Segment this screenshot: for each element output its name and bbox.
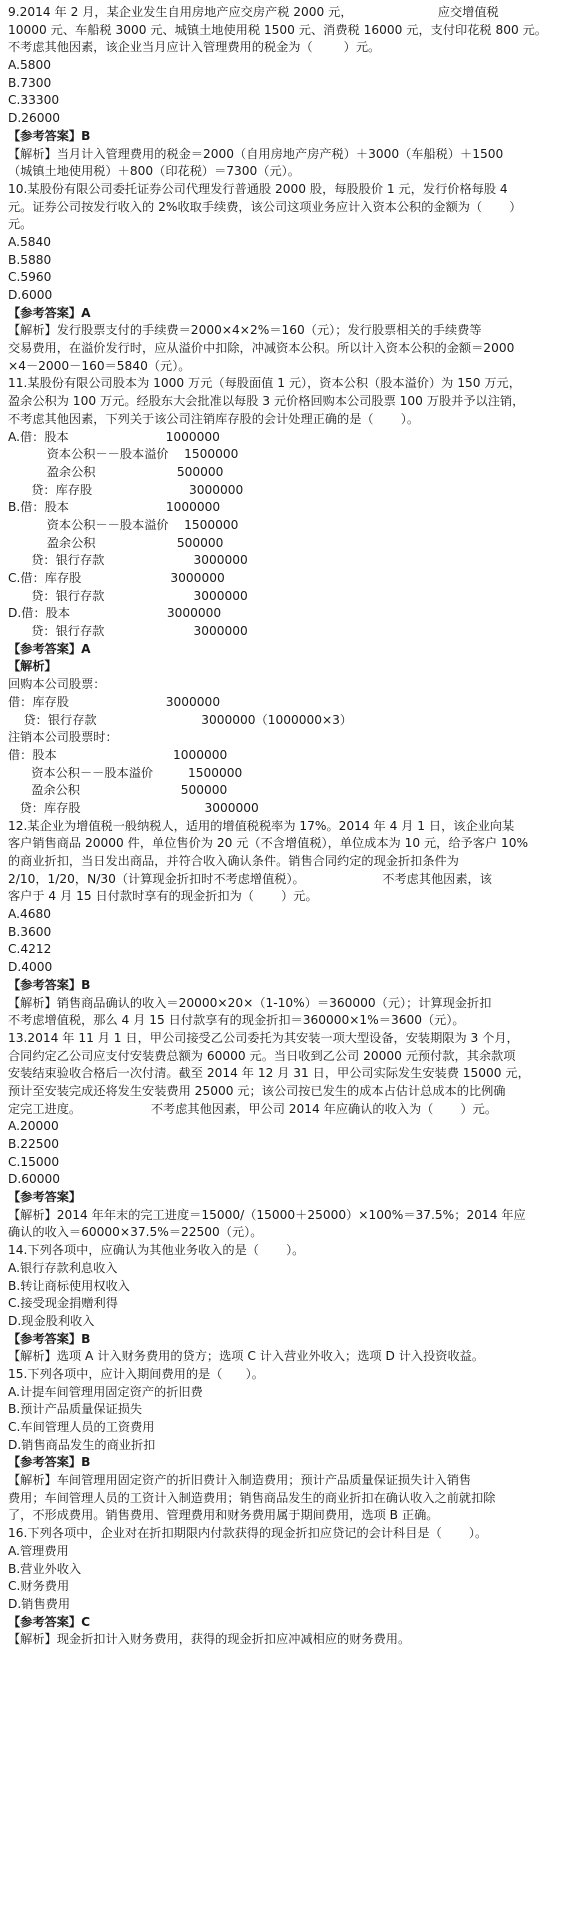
text-line: B.预计产品质量保证损失	[8, 1402, 143, 1417]
text-line: 资本公积－－股本溢价 1500000	[8, 765, 243, 780]
text-line: 【解析】当月计入管理费用的税金＝2000（自用房地产房产税）＋3000（车船税）＋1500	[8, 146, 504, 161]
text-line: B.营业外收入	[8, 1561, 82, 1576]
text-line: D.4000	[8, 960, 53, 975]
text-line: 12.某企业为增值税一般纳税人，适用的增值税税率为 17%。2014 年 4 月 1 日，该企业向某	[8, 818, 515, 833]
text-line: 合同约定乙公司应支付安装费总额为 60000 元。当日收到乙公司 20000 元预付款，其余款项	[8, 1048, 516, 1063]
text-line: 元。证券公司按发行收入的 2%收取手续费，该公司这项业务应计入资本公积的金额为（ ）	[8, 199, 522, 214]
answer-heading: 【参考答案】A	[8, 641, 91, 656]
answer-heading: 【参考答案】A	[8, 305, 91, 320]
text-line: 盈余公积 500000	[8, 464, 224, 479]
text-line: 资本公积－－股本溢价 1500000	[8, 447, 239, 462]
text-line: 不考虑增值税，那么 4 月 15 日付款享有的现金折扣＝360000×1%＝3600（元）。	[8, 1013, 465, 1028]
text-line: 11.某股份有限公司股本为 1000 万元（每股面值 1 元），资本公积（股本溢价）为 150 万元，	[8, 376, 521, 391]
text-line: ×4－2000－160＝5840（元）。	[8, 358, 191, 373]
text-line: B.5880	[8, 252, 52, 267]
text-line: 客户销售商品 20000 件，单位售价为 20 元（不含增值税），单位成本为 10 元，给予客户 10%	[8, 836, 529, 851]
text-line: 14.下列各项中，应确认为其他业务收入的是（ ）。	[8, 1243, 305, 1258]
text-line: 注销本公司股票时：	[8, 730, 118, 745]
text-line: A.4680	[8, 907, 52, 922]
text-line: 盈余公积为 100 万元。经股东大会批准以每股 3 元价格回购本公司股票 100 万股并予以注销，	[8, 394, 525, 409]
text-line: 贷：银行存款 3000000	[8, 588, 248, 603]
text-line: 16.下列各项中，企业对在折扣期限内付款获得的现金折扣应贷记的会计科目是（ ）。	[8, 1526, 488, 1541]
answer-heading: 【参考答案】C	[8, 1614, 91, 1629]
text-line: C.5960	[8, 270, 52, 285]
text-line: C.4212	[8, 942, 52, 957]
text-line: B.7300	[8, 75, 52, 90]
answer-heading: 【解析】	[8, 659, 57, 674]
text-line: D.6000	[8, 288, 53, 302]
text-line: A.5800	[8, 58, 52, 73]
text-line: 安装结束验收合格后一次付清。截至 2014 年 12 月 31 日，甲公司实际发生安装费 15000 元，	[8, 1066, 530, 1081]
text-line: A.20000	[8, 1119, 59, 1134]
text-line: B.转让商标使用权收入	[8, 1278, 130, 1293]
text-line: 15.下列各项中，应计入期间费用的是（ ）。	[8, 1366, 264, 1381]
text-line: 资本公积－－股本溢价 1500000	[8, 517, 239, 532]
text-line: 【解析】销售商品确认的收入＝20000×20×（1-10%）＝360000（元）；计算现金折扣	[8, 995, 492, 1010]
text-line: 10.某股份有限公司委托证券公司代理发行普通股 2000 股，每股股价 1 元，发行价格每股 4	[8, 181, 508, 196]
answer-heading: 【参考答案】	[8, 1190, 82, 1205]
text-line: 贷：银行存款 3000000	[8, 553, 248, 568]
text-line: 【解析】2014 年年末的完工进度＝15000/（15000＋25000）×100%＝37.5%；2014 年应	[8, 1207, 526, 1222]
text-line: D.销售费用	[8, 1596, 71, 1611]
answer-heading: 【参考答案】B	[8, 977, 91, 992]
text-line: 贷：银行存款 3000000	[8, 624, 248, 639]
document-body	[8, 4, 566, 1649]
text-line: 贷：库存股 3000000	[8, 482, 244, 497]
text-line: 预计至安装完成还将发生安装费用 25000 元；该公司按已发生的成本占估计总成本的比例确	[8, 1083, 506, 1098]
text-line: 盈余公积 500000	[8, 535, 224, 550]
text-line: 客户于 4 月 15 日付款时享有的现金折扣为（ ）元。	[8, 889, 318, 904]
text-line: A.5840	[8, 234, 52, 249]
text-line: 的商业折扣，当日发出商品，并符合收入确认条件。销售合同约定的现金折扣条件为	[8, 854, 459, 868]
text-line: 不考虑其他因素，该企业当月应计入管理费用的税金为（ ）元。	[8, 40, 381, 55]
text-line: D.现金股利收入	[8, 1313, 95, 1328]
text-line: D.26000	[8, 111, 61, 126]
text-line: 元。	[8, 217, 33, 232]
answer-heading: 【参考答案】B	[8, 1455, 91, 1470]
answer-heading: 【参考答案】B	[8, 128, 91, 143]
text-line: （城镇土地使用税）＋800（印花税）＝7300（元）。	[8, 164, 300, 179]
text-line: B.3600	[8, 924, 52, 939]
text-line: C.车间管理人员的工资费用	[8, 1420, 155, 1434]
text-line: B.22500	[8, 1137, 60, 1151]
text-line: C.15000	[8, 1154, 60, 1169]
text-line: A.管理费用	[8, 1543, 69, 1558]
text-line: 贷：银行存款 3000000（1000000×3）	[8, 712, 353, 727]
text-line: 交易费用，在溢价发行时，应从溢价中扣除，冲减资本公积。所以计入资本公积的金额＝2000	[8, 341, 515, 356]
text-line: C.接受现金捐赠利得	[8, 1296, 118, 1311]
text-line: C.33300	[8, 93, 60, 108]
text-line: 不考虑其他因素，下列关于该公司注销库存股的会计处理正确的是（ ）。	[8, 411, 420, 426]
text-line: 盈余公积 500000	[8, 783, 228, 798]
text-line: 定完工进度。 不考虑其他因素，甲公司 2014 年应确认的收入为（ ）元。	[8, 1101, 498, 1116]
text-line: D.60000	[8, 1172, 61, 1187]
text-line: 贷：库存股 3000000	[8, 800, 259, 815]
text-line: D.借：股本 3000000	[8, 606, 222, 621]
text-line: B.借：股本 1000000	[8, 500, 221, 515]
answer-heading: 【参考答案】B	[8, 1331, 91, 1346]
text-line: 借：股本 1000000	[8, 747, 228, 762]
text-line: C.财务费用	[8, 1579, 70, 1594]
text-line: 了，不形成费用。销售费用、管理费用和财务费用属于期间费用，选项 B 正确。	[8, 1508, 439, 1523]
text-line: 费用；车间管理人员的工资计入制造费用；销售商品发生的商业折扣在确认收入之前就扣除	[8, 1490, 496, 1505]
text-line: 2/10，1/20，N/30（计算现金折扣时不考虑增值税）。 不考虑其他因素，该	[8, 871, 492, 886]
text-line: 13.2014 年 11 月 1 日，甲公司接受乙公司委托为其安装一项大型设备，安装期限为 3 个月，	[8, 1030, 519, 1045]
text-line: A.银行存款利息收入	[8, 1260, 118, 1275]
text-line: C.借：库存股 3000000	[8, 571, 225, 585]
text-line: 【解析】选项 A 计入财务费用的贷方；选项 C 计入营业外收入；选项 D 计入投资收益。	[8, 1349, 485, 1364]
text-line: 借：库存股 3000000	[8, 694, 221, 709]
text-line: 确认的收入＝60000×37.5%＝22500（元）。	[8, 1225, 263, 1240]
text-line: 【解析】车间管理用固定资产的折旧费计入制造费用；预计产品质量保证损失计入销售	[8, 1473, 472, 1488]
text-line: 9.2014 年 2 月，某企业发生自用房地产应交房产税 2000 元， 应交增值税	[8, 5, 499, 19]
text-line: 【解析】发行股票支付的手续费＝2000×4×2%＝160（元）；发行股票相关的手续费等	[8, 323, 482, 338]
text-line: A.计提车间管理用固定资产的折旧费	[8, 1384, 203, 1399]
text-line: 回购本公司股票：	[8, 677, 106, 692]
text-line: A.借：股本 1000000	[8, 429, 220, 444]
text-line: 10000 元、车船税 3000 元、城镇土地使用税 1500 元、消费税 16000 元，支付印花税 800 元。	[8, 22, 547, 37]
text-line: 【解析】现金折扣计入财务费用，获得的现金折扣应冲减相应的财务费用。	[8, 1632, 411, 1647]
text-line: D.销售商品发生的商业折扣	[8, 1437, 156, 1452]
